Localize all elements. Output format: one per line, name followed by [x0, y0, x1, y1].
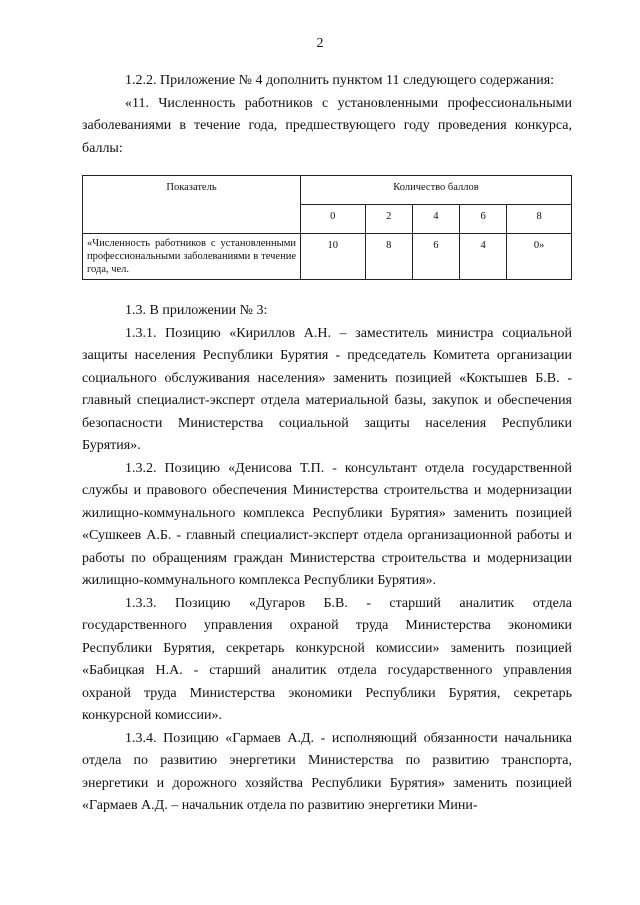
header-indicator: Показатель [83, 176, 301, 234]
value-cell: 4 [460, 234, 507, 280]
document-body [82, 70, 572, 818]
table-row [83, 234, 572, 280]
value-cell: 8 [365, 234, 412, 280]
paragraph-1-3-2: 1.3.2. Позицию «Денисова Т.П. - консультант отдела государственной службы и правового обеспечения Министерства строительства и модернизации жилищно-коммунального комплекса Республики Бурятия» заменить позицией «Сушкеев А.Б. - главный специалист-эксперт отдела организационной работы и работы по обращениям граждан Министерства строительства и модернизации жилищно-коммунального комплекса Республики Бурятия». [82, 460, 572, 588]
paragraph-1-3: 1.3. В приложении № 3: [125, 303, 268, 318]
paragraph-item-11: «11. Численность работников с установленными профессиональными заболеваниями в течение года, предшествующего году проведения конкурса, баллы: [82, 95, 572, 156]
points-table-wrapper [82, 175, 572, 280]
paragraph-1-3-3: 1.3.3. Позицию «Дугаров Б.В. - старший аналитик отдела государственного управления охраной труда Министерства экономики Республики Бурятия, секретарь конкурсной комиссии» заменить позицией «Бабицкая Н.А. - старший аналитик отдела государственного управления охраной труда Министерства экономики Республики Бурятия, секретарь конкурсной комиссии». [82, 595, 572, 723]
indicator-cell: «Численность работников с установленными профессиональными заболеваниями в течение года, чел. [83, 234, 301, 280]
table-header-row [83, 176, 572, 205]
value-cell: 0» [507, 234, 572, 280]
page-number: 2 [316, 36, 324, 51]
paragraph-1-2-2: 1.2.2. Приложение № 4 дополнить пунктом 11 следующего содержания: [125, 73, 555, 88]
points-column-header: 8 [507, 205, 572, 234]
value-cell: 6 [412, 234, 459, 280]
header-points: Количество баллов [301, 176, 572, 205]
points-column-header: 6 [460, 205, 507, 234]
points-column-header: 2 [365, 205, 412, 234]
paragraph-1-3-4: 1.3.4. Позицию «Гармаев А.Д. - исполняющий обязанности начальника отдела по развитию энергетики Министерства по развитию транспорта, энергетики и дорожного хозяйства Республики Бурятия» заменить позицией «Гармаев А.Д. – начальник отдела по развитию энергетики Мини- [82, 730, 572, 813]
points-column-header: 0 [301, 205, 366, 234]
points-table [82, 175, 572, 280]
paragraph-1-3-1: 1.3.1. Позицию «Кириллов А.Н. – заместитель министра социальной защиты населения Республики Бурятия - председатель Комитета организации социального обслуживания населения» заменить позицией «Коктышев Б.В. - главный специалист-эксперт отдела материальной базы, закупок и обеспечения безопасности Министерства социальной защиты населения Республики Бурятия». [82, 325, 572, 453]
value-cell: 10 [301, 234, 366, 280]
points-column-header: 4 [412, 205, 459, 234]
